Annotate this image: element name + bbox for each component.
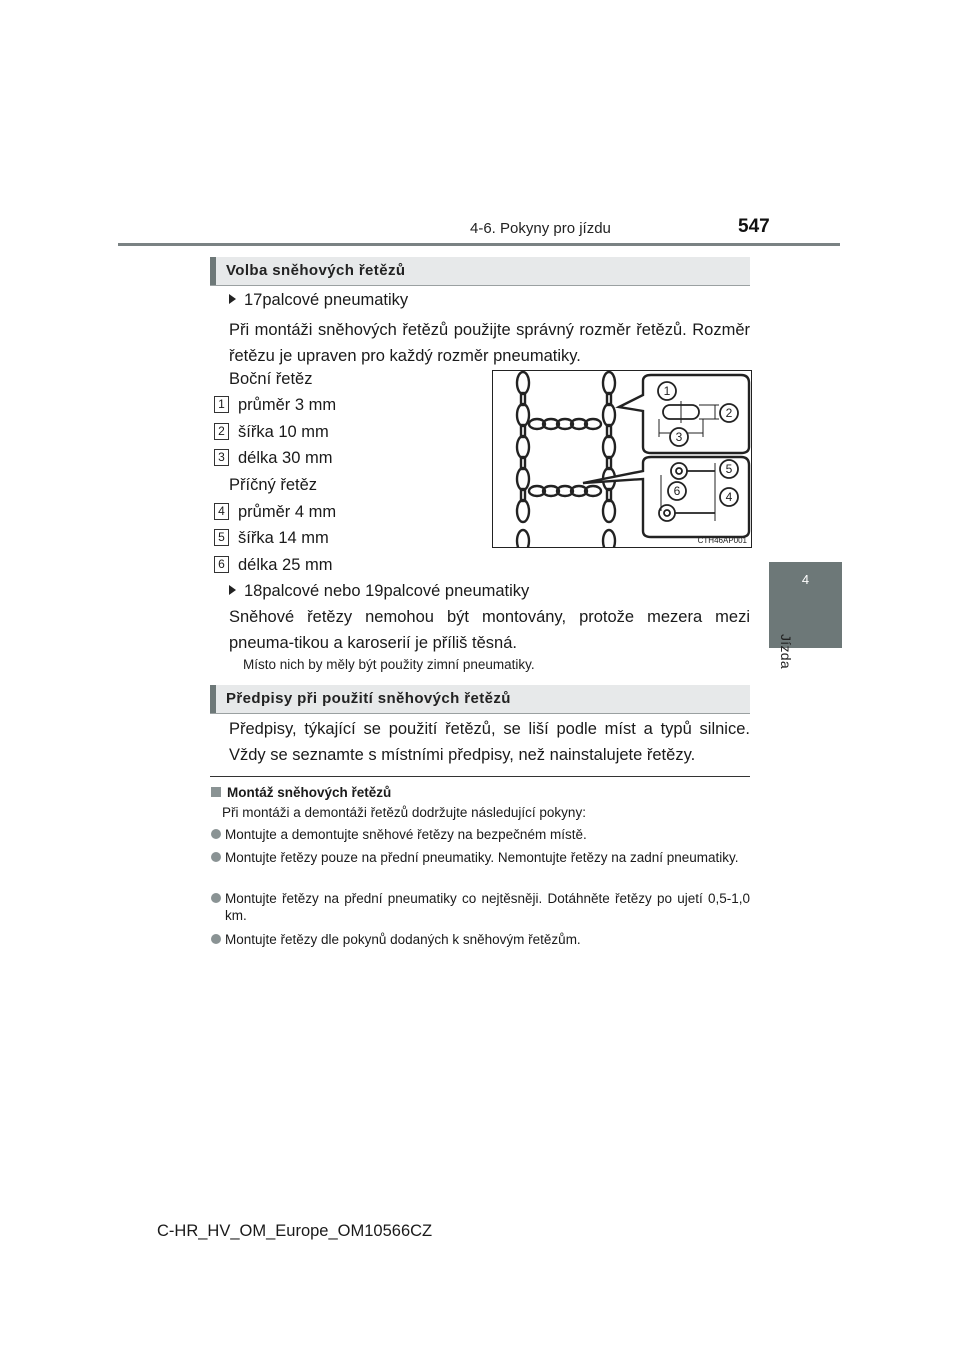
spec-row: 5 šířka 14 mm <box>214 525 329 551</box>
figure-callout: 4 <box>725 490 733 504</box>
label-side-chain: Boční řetěz <box>229 370 313 388</box>
header-section-title: 4-6. Pokyny pro jízdu <box>470 220 611 237</box>
chapter-label: Jízda <box>778 634 794 669</box>
bullet-icon <box>211 893 221 903</box>
snow-chain-illustration <box>492 370 752 548</box>
separator-line <box>210 776 750 777</box>
paragraph-chain-size: Při montáži sněhových řetězů použijte správný rozměr řetězů. Rozměr řetězu je upraven pro každý rozměr pneumatiky. <box>229 321 750 365</box>
list-item: Montujte řetězy na přední pneumatiky co nejtěsněji. Dotáhněte řetězy po ujetí 0,5-1,0 km. <box>211 890 750 924</box>
figure-callout: 6 <box>673 484 681 498</box>
section-header-chain-selection <box>210 257 750 286</box>
triangle-bullet-icon <box>229 294 236 304</box>
callout-number-icon: 5 <box>214 529 229 546</box>
note-winter-tyres: Místo nich by měly být použity zimní pneumatiky. <box>243 657 535 672</box>
spec-row: 1 průměr 3 mm <box>214 392 336 418</box>
spec-row: 2 šířka 10 mm <box>214 419 329 445</box>
figure-callout: 3 <box>675 430 683 444</box>
item-heading-18-19-inch: 18palcové nebo 19palcové pneumatiky <box>229 578 529 604</box>
figure-code: CTH46AP001 <box>697 536 747 545</box>
chapter-number: 4 <box>801 572 810 587</box>
label-cross-chain: Příčný řetěz <box>229 476 318 494</box>
page-number: 547 <box>738 216 770 237</box>
figure-callout: 5 <box>725 462 733 476</box>
section-title: Předpisy při použití sněhových řetězů <box>226 690 511 707</box>
callout-number-icon: 1 <box>214 396 229 413</box>
spec-row: 3 délka 30 mm <box>214 445 332 471</box>
snow-chain-drawing <box>493 371 751 547</box>
section-title: Volba sněhových řetězů <box>226 262 406 279</box>
notes-intro: Při montáži a demontáži řetězů dodržujte následující pokyny: <box>222 805 586 820</box>
bullet-icon <box>211 934 221 944</box>
callout-number-icon: 6 <box>214 556 229 573</box>
bullet-icon <box>211 852 221 862</box>
document-id: C-HR_HV_OM_Europe_OM10566CZ <box>157 1222 433 1240</box>
paragraph-no-chains: Sněhové řetězy nemohou být montovány, protože mezera mezi pneuma-tikou a karoserií je příliš těsná. <box>229 608 750 652</box>
callout-number-icon: 3 <box>214 449 229 466</box>
callout-number-icon: 2 <box>214 423 229 440</box>
list-item: Montujte řetězy pouze na přední pneumatiky. Nemontujte řetězy na zadní pneumatiky. <box>211 849 750 866</box>
list-item: Montujte řetězy dle pokynů dodaných k sněhovým řetězům. <box>211 931 750 948</box>
callout-number-icon: 4 <box>214 503 229 520</box>
spec-row: 6 délka 25 mm <box>214 552 332 578</box>
notes-heading: Montáž sněhových řetězů <box>211 784 391 801</box>
item-heading-17-inch: 17palcové pneumatiky <box>229 287 408 313</box>
paragraph-regulations: Předpisy, týkající se použití řetězů, se liší podle míst a typů silnice. Vždy se seznamte s místními předpisy, než nainstalujete řetězy. <box>229 720 750 764</box>
spec-row: 4 průměr 4 mm <box>214 499 336 525</box>
list-item: Montujte a demontujte sněhové řetězy na bezpečném místě. <box>211 826 750 843</box>
header-rule <box>118 243 840 246</box>
square-bullet-icon <box>211 787 221 797</box>
triangle-bullet-icon <box>229 585 236 595</box>
figure-callout: 2 <box>725 406 733 420</box>
figure-callout: 1 <box>663 384 671 398</box>
bullet-icon <box>211 829 221 839</box>
section-header-regulations <box>210 685 750 714</box>
